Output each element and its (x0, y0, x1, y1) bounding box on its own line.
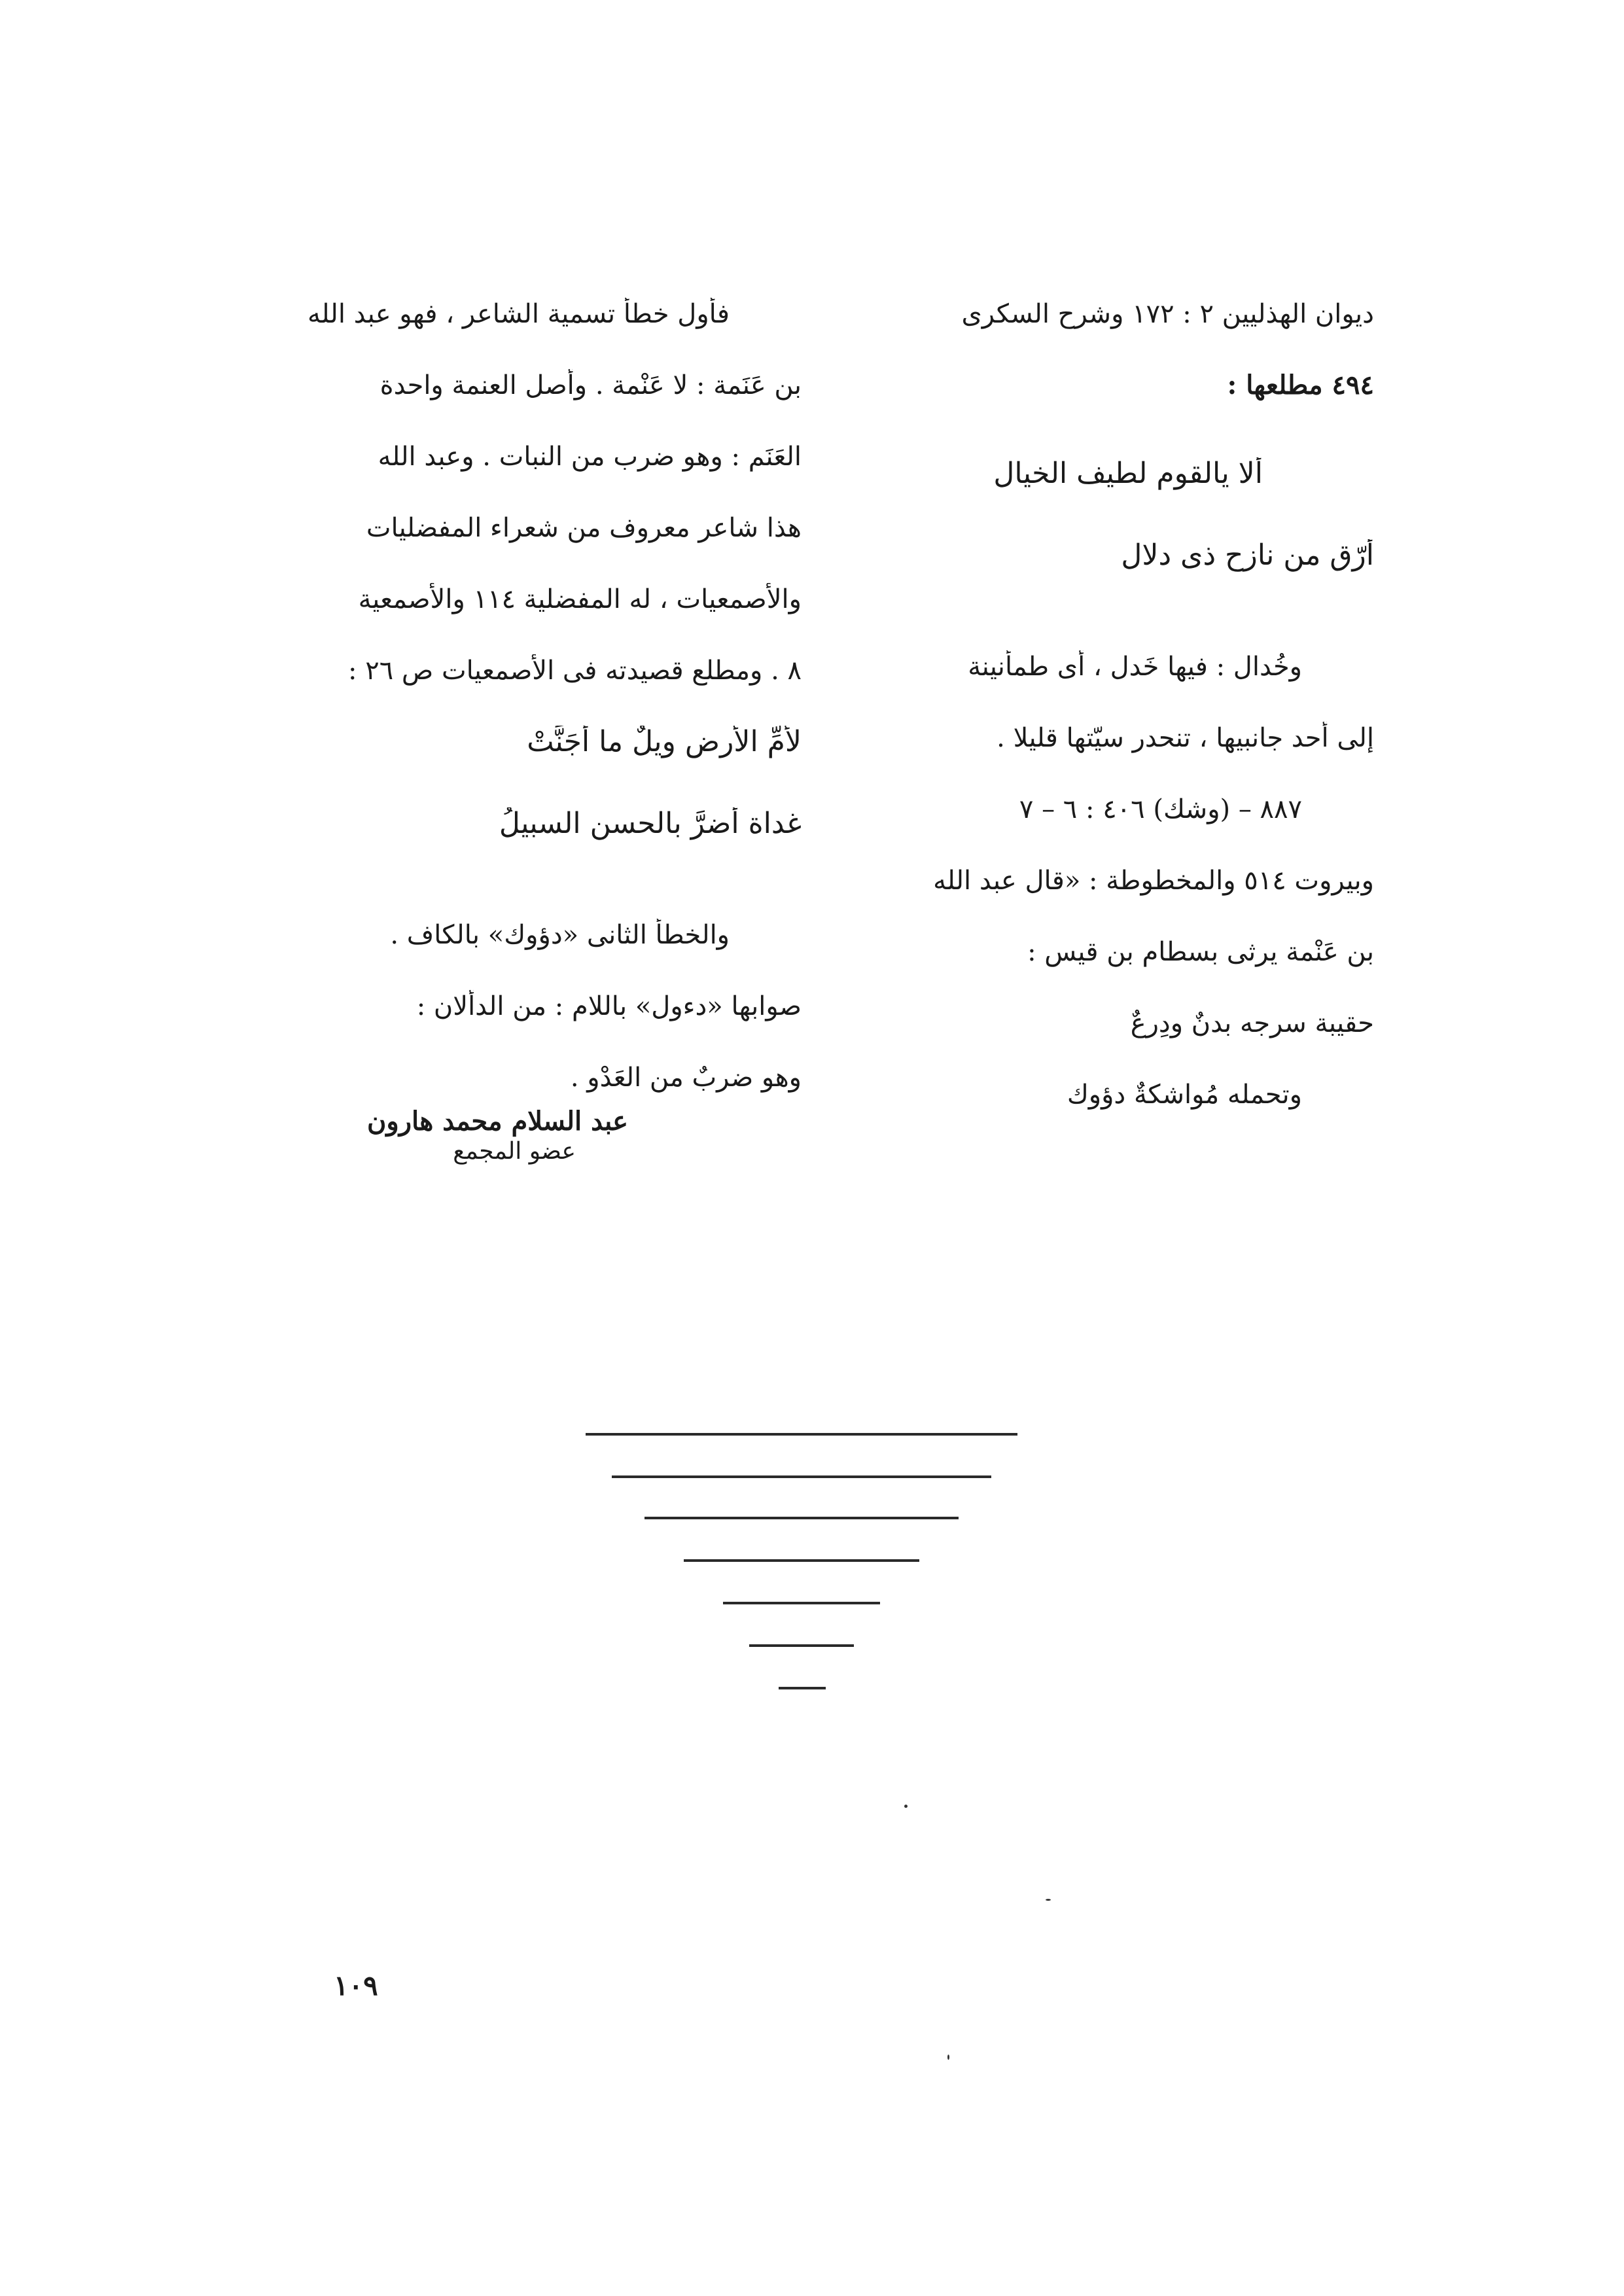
left-column (304, 298, 802, 1133)
text-line: وهو ضربٌ من العَدْو . (570, 1063, 802, 1093)
text-line: ديوان الهذليين ٢ : ١٧٢ وشرح السكرى (961, 299, 1374, 329)
end-rule (779, 1687, 826, 1689)
verse-line: وتحمله مُواشكةٌ دؤوك (1067, 1080, 1302, 1110)
text-line: هذا شاعر معروف من شعراء المفضليات (366, 513, 802, 543)
scan-speck (904, 1805, 908, 1808)
scan-speck (1046, 1899, 1051, 1901)
scan-speck (947, 2055, 949, 2060)
end-rule (723, 1602, 880, 1604)
text-line: ٤٩٤ مطلعها : (1227, 370, 1374, 400)
text-line: ٨ . ومطلع قصيدته فى الأصمعيات ص ٢٦ : (348, 656, 802, 686)
verse-line: ألا يالقوم لطيف الخيال (993, 457, 1263, 490)
end-rule (586, 1433, 1017, 1436)
verse-line: أرّق من نازح ذى دلال (1121, 539, 1374, 572)
end-rule (749, 1644, 854, 1647)
author-title: عضو المجمع (453, 1138, 576, 1165)
verse-line: لأمِّ الأرض ويلٌ ما أجَنَّتْ (527, 726, 802, 758)
author-name: عبد السلام محمد هارون (367, 1106, 628, 1137)
right-column (844, 298, 1374, 1150)
text-line: بن عَنَمة : لا عَنْمة . وأصل العنمة واحدة (380, 370, 802, 400)
signature-block (340, 1106, 667, 1166)
verse-line: حقيبة سرجه بدنٌ ودِرعٌ (1130, 1008, 1374, 1038)
text-line: وخُدال : فيها خَدل ، أى طمأنينة (968, 652, 1302, 682)
text-line: والأصمعيات ، له المفضلية ١١٤ والأصمعية (358, 584, 802, 614)
verse-line: غداة أضرَّ بالحسن السبيلُ (499, 807, 802, 840)
page-number: ١٠٩ (334, 1969, 378, 2002)
text-line: صوابها «دءول» باللام : من الدألان : (416, 991, 802, 1021)
text-line: فأول خطأ تسمية الشاعر ، فهو عبد الله (307, 299, 730, 329)
text-line: العَنَم : وهو ضرب من النبات . وعبد الله (378, 442, 802, 472)
end-rule (612, 1475, 991, 1478)
end-rule (684, 1559, 919, 1562)
text-line: بن عَنْمة يرثى بسطام بن قيس : (1027, 937, 1374, 967)
text-line: وبيروت ٥١٤ والمخطوطة : «قال عبد الله (933, 866, 1374, 896)
end-rule (644, 1517, 959, 1519)
text-line: إلى أحد جانبيها ، تنحدر سيّتها قليلا . (997, 723, 1374, 753)
text-line: والخطأ الثانى «دؤوك» بالكاف . (390, 920, 730, 950)
entry-heading: ٨٨٧ – (وشك) ٤٠٦ : ٦ – ٧ (1019, 794, 1302, 824)
